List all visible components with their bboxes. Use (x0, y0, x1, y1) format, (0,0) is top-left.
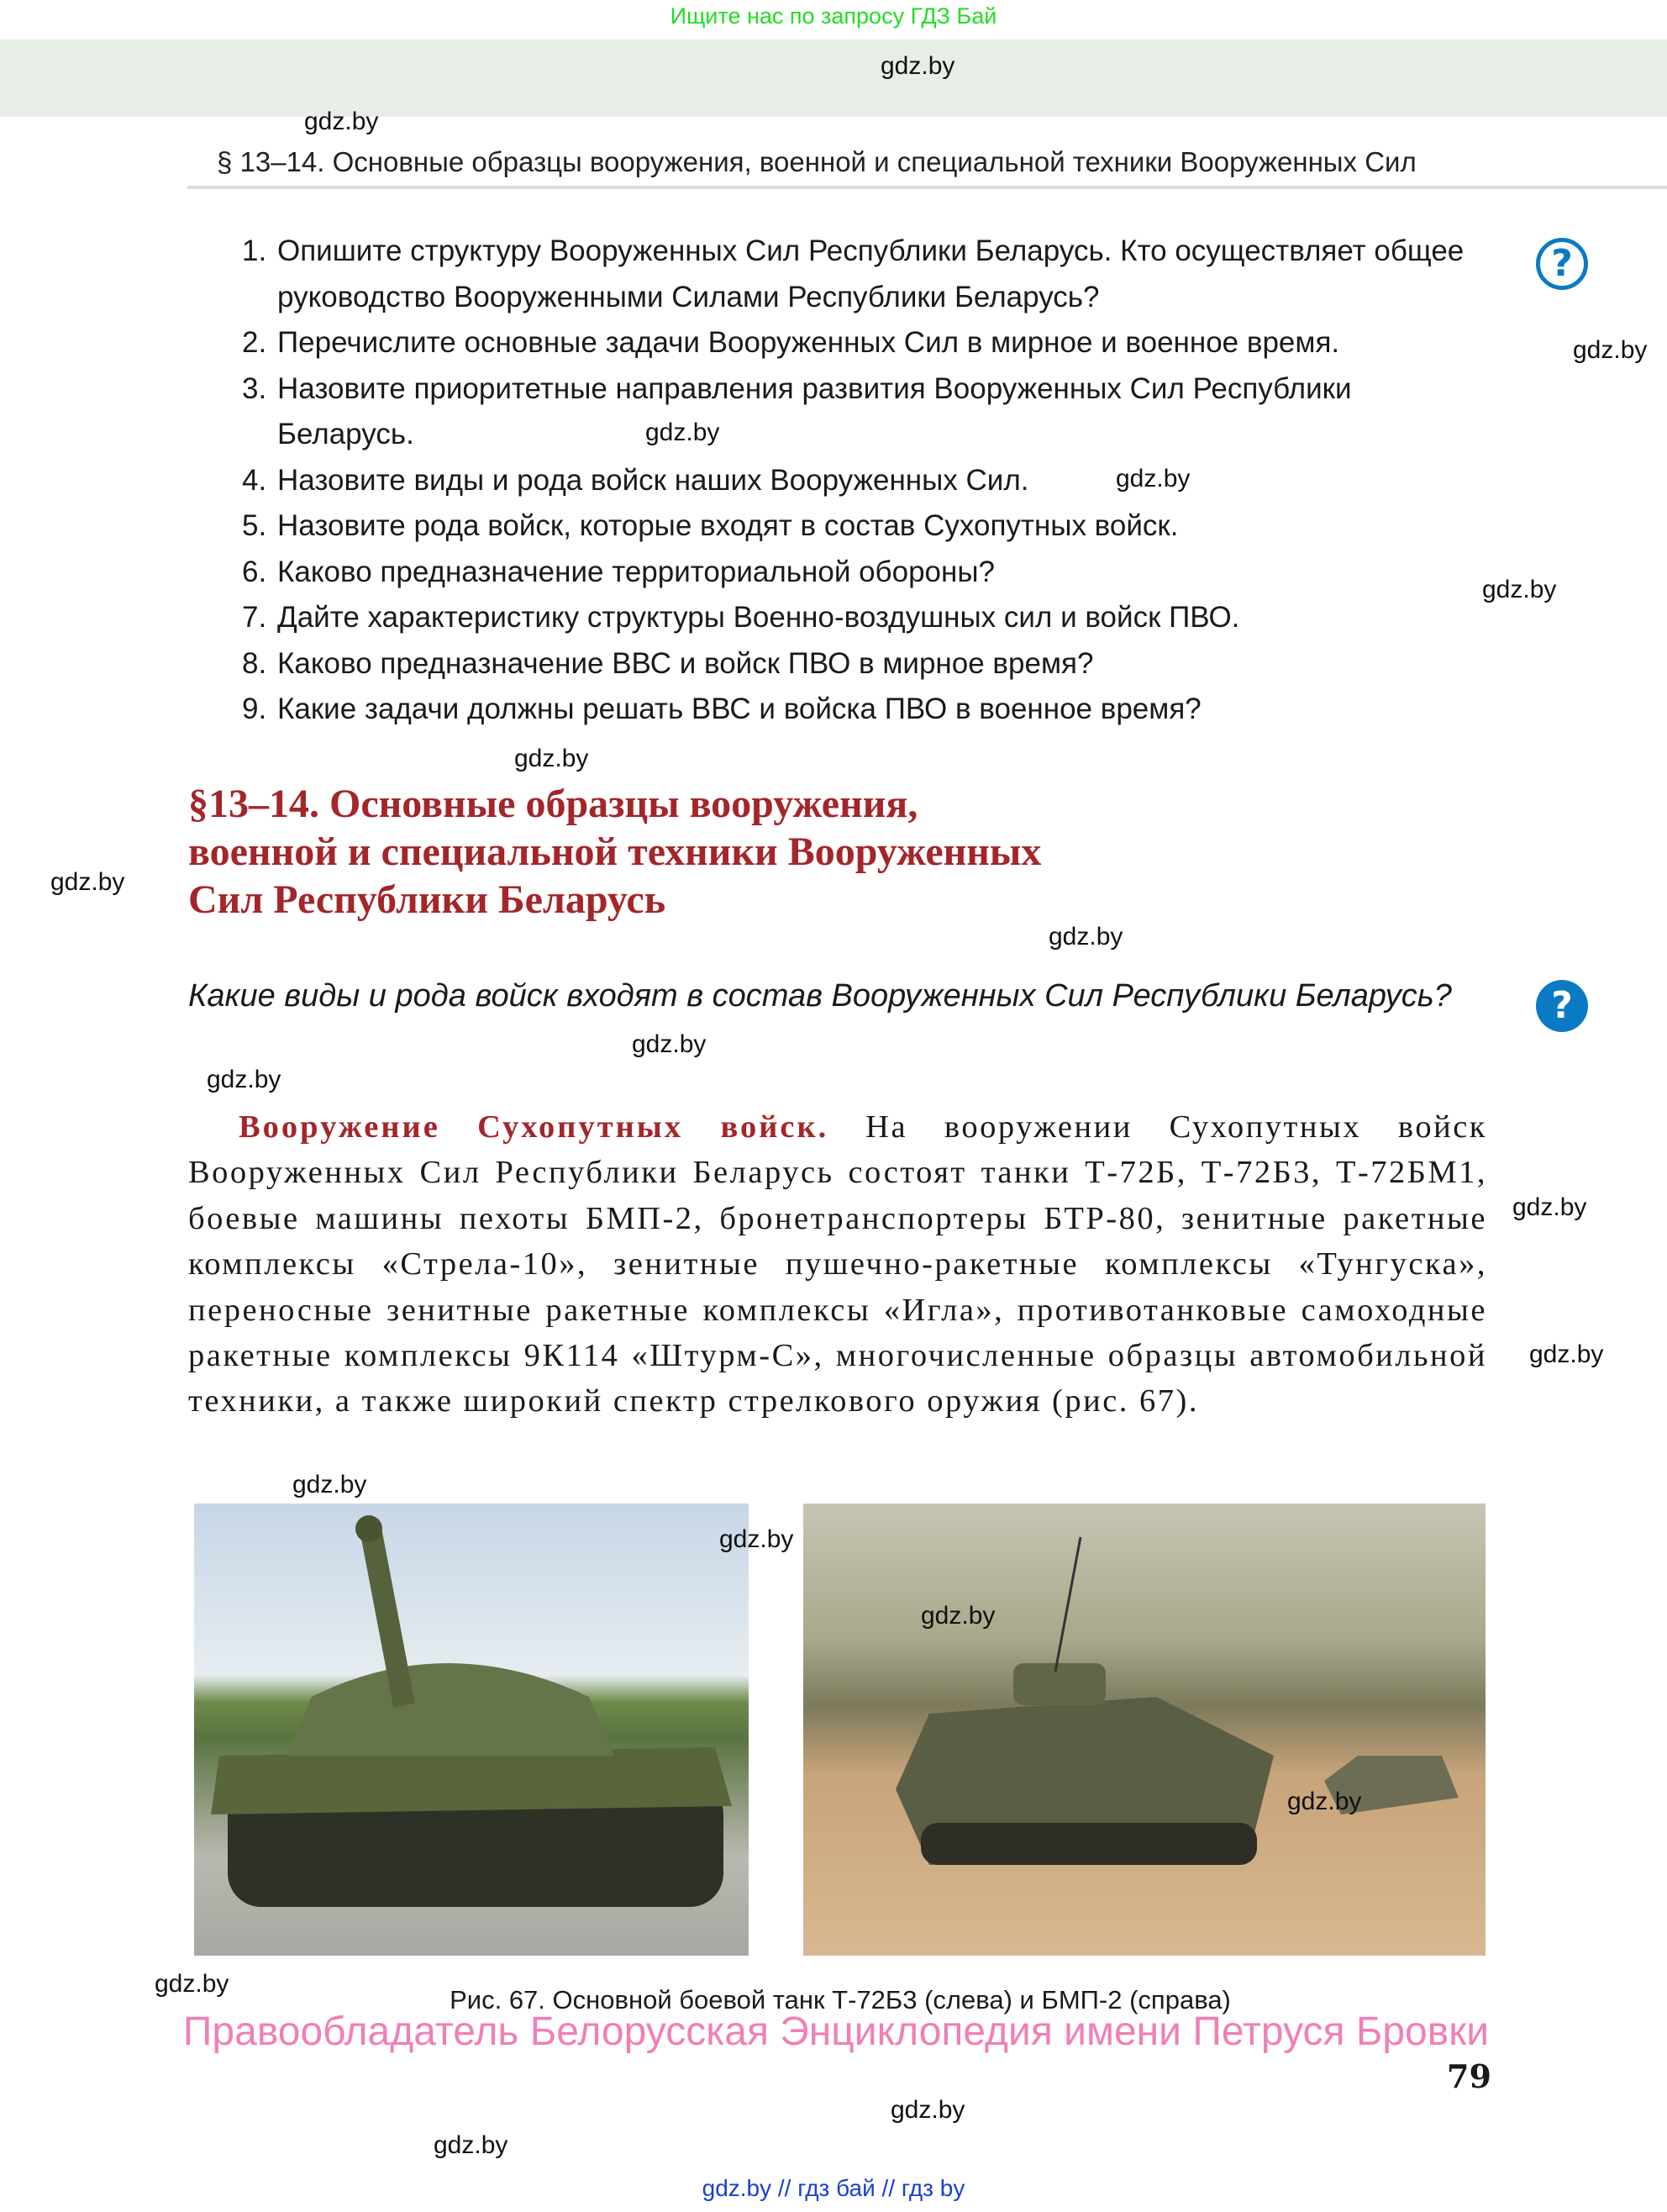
watermark: gdz.by (50, 868, 125, 896)
watermark: gdz.by (632, 1030, 707, 1058)
watermark: gdz.by (304, 108, 379, 135)
question-item: 7. Дайте характеристику структуры Военно-воздушных сил и войск ПВО. (242, 601, 1240, 634)
question-item: 9. Какие задачи должны решать ВВС и войска ПВО в военное время? (242, 693, 1202, 725)
page-number: 79 (1447, 2057, 1491, 2095)
question-item: 2. Перечислите основные задачи Вооруженных Сил в мирное и военное время. (242, 326, 1340, 359)
bmp2-photo (803, 1504, 1486, 1956)
watermark: gdz.by (1512, 1193, 1587, 1221)
header-band (0, 40, 1667, 117)
question-item: 3. Назовите приоритетные направления развития Вооруженных Сил Республики Беларусь. (242, 371, 1352, 450)
watermark: gdz.by (292, 1471, 367, 1498)
watermark: gdz.by (1116, 465, 1191, 492)
watermark: gdz.by (645, 419, 720, 446)
watermark: gdz.by (434, 2131, 508, 2159)
question-item: 8. Каково предназначение ВВС и войск ПВО в мирное время? (242, 646, 1094, 680)
question-item: 5. Назовите рода войск, которые входят в состав Сухопутных войск. (242, 509, 1179, 542)
body-paragraph: Вооружение Сухопутных войск. На вооружении Сухопутных войск Вооруженных Сил Республики Беларусь состоят танки Т-72Б, Т-72Б3, Т-72БМ1, боевые машины пехоты БМП-2, бронетранспортеры БТР-80, зенитные ракетные комплексы «Стрела-10», зенитные пушечно-ракетные комплексы «Тунгуска», переносные зенитные ракетные комплексы «Игла», противотанковые самоходные ракетные комплексы 9К114 «Штурм-С», многочисленные образцы автомобильной техники, а также широкий спектр стрелкового оружия (рис. 67). (188, 1109, 1487, 1419)
review-questions (242, 229, 1502, 733)
watermark: gdz.by (1482, 576, 1557, 603)
paragraph-lead: Вооружение Сухопутных войск. (239, 1109, 829, 1145)
running-header: § 13–14. Основные образцы вооружения, военной и специальной техники Вооруженных Сил (217, 146, 1417, 177)
question-item: 1. Опишите структуру Вооруженных Сил Республики Беларусь. Кто осуществляет общее руководство Вооруженными Силами Республики Беларусь? (242, 234, 1465, 313)
watermark: gdz.by (514, 745, 589, 772)
question-mark-icon: ? (1536, 238, 1588, 290)
watermark: gdz.by (207, 1066, 281, 1093)
watermark: gdz.by (921, 1602, 996, 1630)
section-heading: §13–14. Основные образцы вооружения, военной и специальной техники Вооруженных Сил Республики Беларусь (188, 782, 1042, 922)
watermark: gdz.by (719, 1525, 794, 1553)
figure-caption: Рис. 67. Основной боевой танк Т-72Б3 (слева) и БМП-2 (справа) (450, 1985, 1231, 2014)
intro-question: Какие виды и рода войск входят в состав Вооруженных Сил Республики Беларусь? (188, 978, 1452, 1014)
watermark: gdz.by (881, 52, 955, 80)
watermark: gdz.by (891, 2096, 965, 2124)
copyright-notice: Правообладатель Белорусская Энциклопедия имени Петруся Бровки (182, 2009, 1490, 2054)
top-banner: Ищите нас по запросу ГДЗ Бай (670, 3, 997, 29)
question-item: 6. Каково предназначение территориальной обороны? (242, 555, 995, 588)
tank-t72b3-photo (194, 1504, 749, 1956)
bottom-links[interactable]: gdz.by // гдз бай // гдз by (702, 2175, 965, 2201)
watermark: gdz.by (1287, 1788, 1362, 1815)
watermark: gdz.by (1573, 336, 1648, 364)
watermark: gdz.by (155, 1970, 229, 1998)
watermark: gdz.by (1529, 1340, 1604, 1368)
header-divider (187, 186, 1667, 189)
question-mark-icon: ? (1536, 980, 1588, 1032)
watermark: gdz.by (1049, 923, 1123, 951)
question-item: 4. Назовите виды и рода войск наших Вооруженных Сил. (242, 463, 1029, 497)
